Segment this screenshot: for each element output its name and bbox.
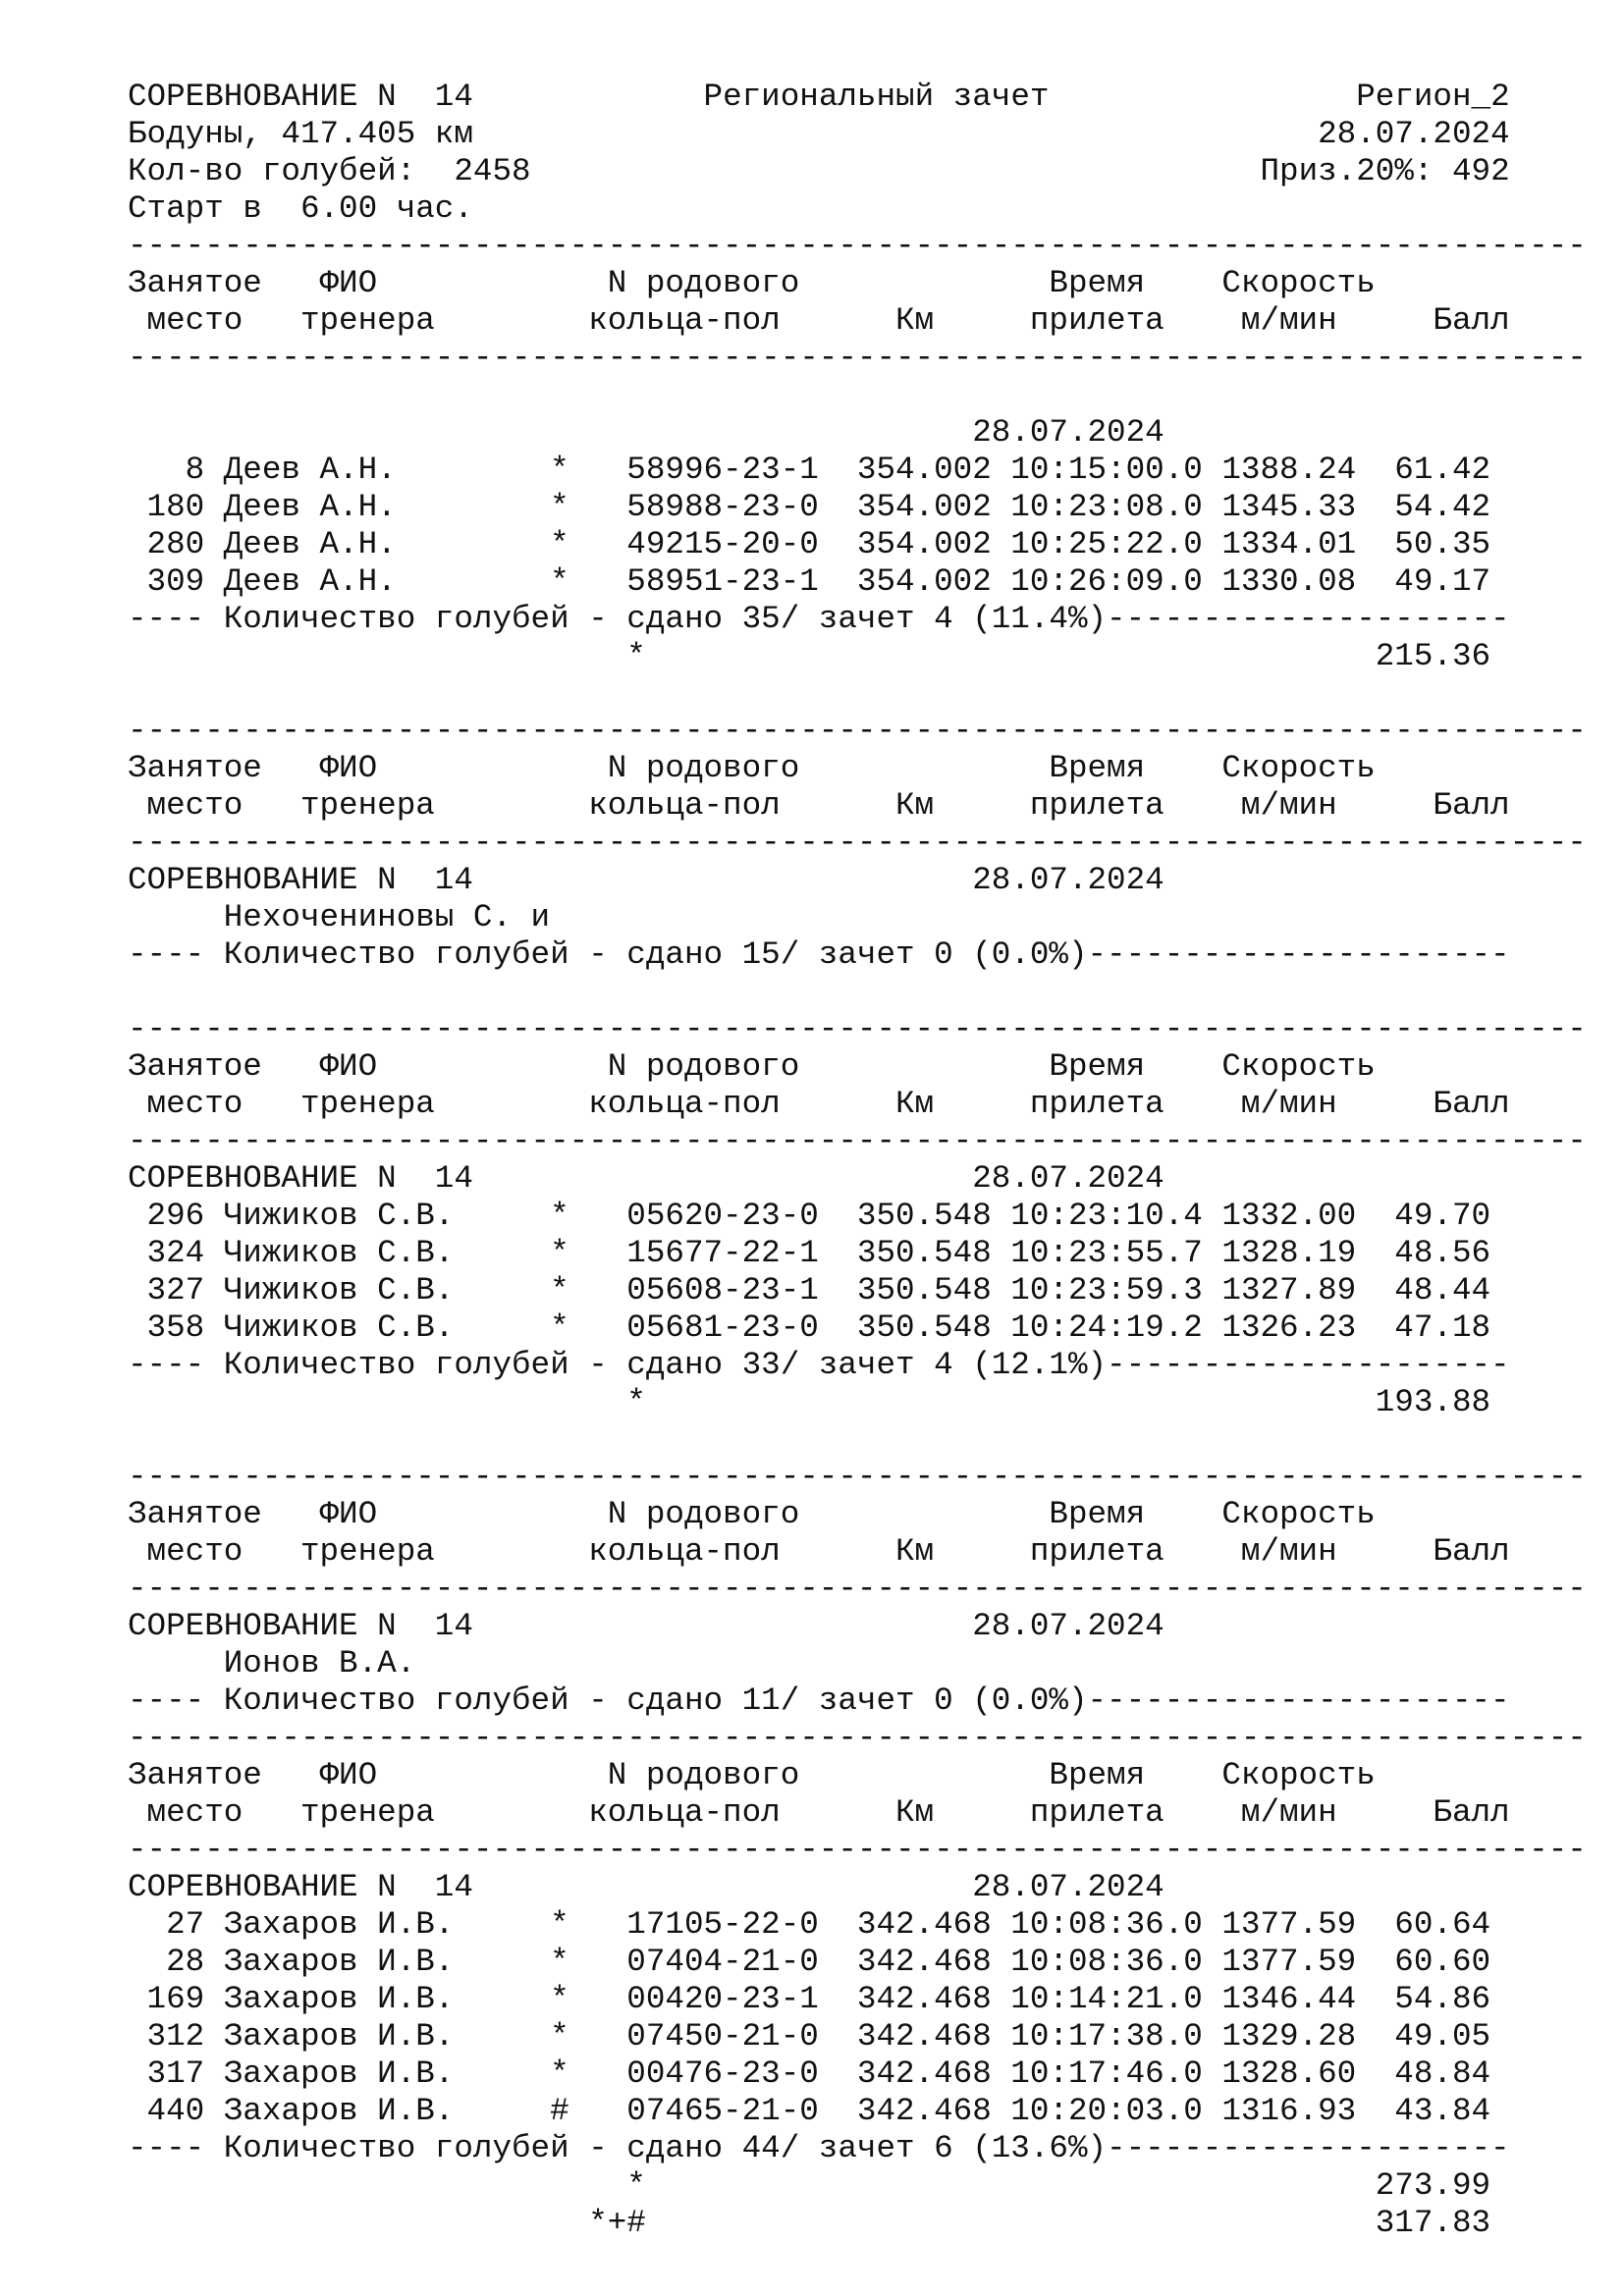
block-summary: ---- Количество голубей - сдано 11/ зачет 0 (0.0%)----------------------	[128, 1682, 1510, 1719]
divider: ----------------------------------------------------------------------------	[128, 1123, 1587, 1159]
column-header-line-2: место тренера кольца-пол Км прилета м/мин Балл	[128, 1794, 1510, 1831]
header-line-2	[128, 116, 1561, 153]
table-row: 327 Чижиков С.В. * 05608-23-1 350.548 10:23:59.3 1327.89 48.44	[128, 1272, 1491, 1308]
block-total: * 215.36	[128, 638, 1491, 674]
table-row: 169 Захаров И.В. * 00420-23-1 342.468 10:14:21.0 1346.44 54.86	[128, 1981, 1491, 2017]
spacer	[128, 974, 1561, 1011]
table-row: 312 Захаров И.В. * 07450-21-0 342.468 10:17:38.0 1329.28 49.05	[128, 2018, 1491, 2055]
block-summary: ---- Количество голубей - сдано 35/ зачет 4 (11.4%)---------------------	[128, 601, 1510, 637]
divider: ----------------------------------------------------------------------------	[128, 1720, 1587, 1756]
divider: ----------------------------------------------------------------------------	[128, 228, 1587, 264]
column-header-line-2: место тренера кольца-пол Км прилета м/мин Балл	[128, 302, 1510, 339]
start-time: Старт в 6.00 час.	[128, 190, 473, 227]
prize-count: Приз.20%: 492	[1260, 153, 1510, 189]
column-header-line-1: Занятое ФИО N родового Время Скорость	[128, 750, 1530, 786]
spacer	[128, 675, 1561, 713]
block-total: *+# 317.83	[128, 2205, 1491, 2241]
column-header-line-1: Занятое ФИО N родового Время Скорость	[128, 1048, 1530, 1085]
block-summary: ---- Количество голубей - сдано 44/ зачет 6 (13.6%)---------------------	[128, 2130, 1510, 2166]
region-label: Регион_2	[1356, 79, 1510, 115]
column-header-line-2: место тренера кольца-пол Км прилета м/мин Балл	[128, 787, 1510, 824]
divider: ----------------------------------------------------------------------------	[128, 1571, 1587, 1607]
trainer-name: Ионов В.А.	[128, 1645, 416, 1682]
ranking-type: Региональный зачет	[703, 79, 1050, 115]
column-header-line-2: место тренера кольца-пол Км прилета м/мин Балл	[128, 1086, 1510, 1122]
pigeons-count: Кол-во голубей: 2458	[128, 153, 531, 189]
block-title: 28.07.2024	[128, 414, 1164, 451]
table-row: 27 Захаров И.В. * 17105-22-0 342.468 10:08:36.0 1377.59 60.64	[128, 1906, 1491, 1943]
table-row: 280 Деев А.Н. * 49215-20-0 354.002 10:25:22.0 1334.01 50.35	[128, 526, 1491, 562]
column-header-line-1: Занятое ФИО N родового Время Скорость	[128, 1757, 1530, 1793]
table-row: 296 Чижиков С.В. * 05620-23-0 350.548 10:23:10.4 1332.00 49.70	[128, 1198, 1491, 1234]
block-title: СОРЕВНОВАНИЕ N 14 28.07.2024	[128, 1869, 1164, 1905]
table-row: 440 Захаров И.В. # 07465-21-0 342.468 10:20:03.0 1316.93 43.84	[128, 2093, 1491, 2129]
block-title: СОРЕВНОВАНИЕ N 14 28.07.2024	[128, 862, 1164, 898]
competition-number: СОРЕВНОВАНИЕ N 14	[128, 79, 473, 115]
header-line-1	[128, 79, 1561, 116]
divider: ----------------------------------------------------------------------------	[128, 1832, 1587, 1868]
divider: ----------------------------------------------------------------------------	[128, 825, 1587, 861]
header-line-3	[128, 153, 1561, 190]
block-title: СОРЕВНОВАНИЕ N 14 28.07.2024	[128, 1160, 1164, 1197]
report-page	[128, 79, 1587, 2242]
block-summary: ---- Количество голубей - сдано 33/ зачет 4 (12.1%)---------------------	[128, 1347, 1510, 1383]
table-row: 317 Захаров И.В. * 00476-23-0 342.468 10:17:46.0 1328.60 48.84	[128, 2056, 1491, 2092]
divider: ----------------------------------------------------------------------------	[128, 1459, 1587, 1495]
table-row: 358 Чижиков С.В. * 05681-23-0 350.548 10:24:19.2 1326.23 47.18	[128, 1309, 1491, 1346]
table-row: 324 Чижиков С.В. * 15677-22-1 350.548 10:23:55.7 1328.19 48.56	[128, 1235, 1491, 1271]
block-title: СОРЕВНОВАНИЕ N 14 28.07.2024	[128, 1608, 1164, 1644]
release-place-distance: Бодуны, 417.405 км	[128, 116, 473, 152]
divider: ----------------------------------------------------------------------------	[128, 340, 1587, 376]
divider: ----------------------------------------------------------------------------	[128, 713, 1587, 749]
block-summary: ---- Количество голубей - сдано 15/ зачет 0 (0.0%)----------------------	[128, 936, 1510, 973]
table-row: 8 Деев А.Н. * 58996-23-1 354.002 10:15:00.0 1388.24 61.42	[128, 452, 1491, 488]
trainer-name: Нехочениновы С. и	[128, 899, 551, 935]
spacer	[128, 1421, 1561, 1459]
table-row: 309 Деев А.Н. * 58951-23-1 354.002 10:26:09.0 1330.08 49.17	[128, 563, 1491, 600]
spacer	[128, 377, 1561, 414]
table-row: 180 Деев А.Н. * 58988-23-0 354.002 10:23:08.0 1345.33 54.42	[128, 489, 1491, 525]
column-header-line-1: Занятое ФИО N родового Время Скорость	[128, 1496, 1530, 1532]
table-row: 28 Захаров И.В. * 07404-21-0 342.468 10:08:36.0 1377.59 60.60	[128, 1944, 1491, 1980]
block-total: * 193.88	[128, 1384, 1491, 1420]
column-header-line-1: Занятое ФИО N родового Время Скорость	[128, 265, 1530, 301]
divider: ----------------------------------------------------------------------------	[128, 1011, 1587, 1047]
column-header-line-2: место тренера кольца-пол Км прилета м/мин Балл	[128, 1533, 1510, 1570]
race-date: 28.07.2024	[1318, 116, 1510, 152]
block-total: * 273.99	[128, 2167, 1491, 2204]
